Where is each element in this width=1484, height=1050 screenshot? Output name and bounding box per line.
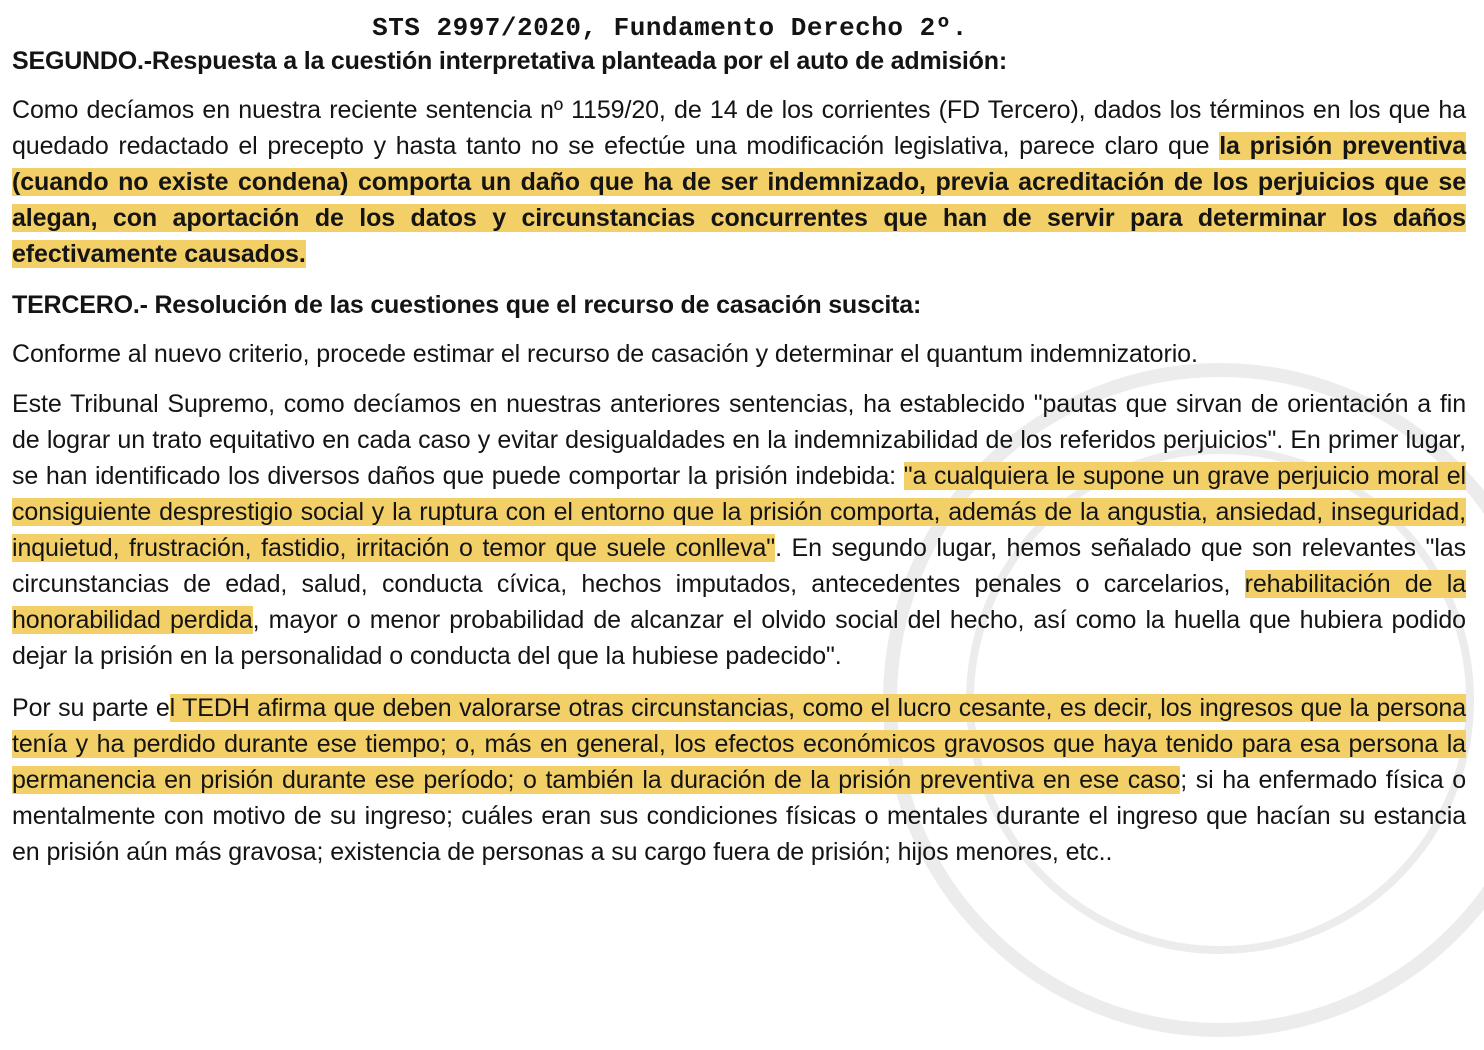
paragraph-text: Este Tribunal Supremo, como decíamos en nuestras anteriores sentencias, ha establecido "pautas que sirvan de orientación a fin de lograr un trato equitativo en cada caso y evitar desigualdades en la indemnizabilidad de los referidos perjuicios". En primer lugar, se han identificado los diversos daños que puede comportar la prisión indebida: [12, 390, 1466, 490]
section-heading-segundo: SEGUNDO.-Respuesta a la cuestión interpretativa planteada por el auto de admisión: [12, 47, 1007, 75]
paragraph-segundo [12, 92, 1466, 272]
section-heading-tercero: TERCERO.- Resolución de las cuestiones que el recurso de casación suscita: [12, 291, 922, 319]
document-body [12, 44, 1466, 870]
paragraph-conforme: Conforme al nuevo criterio, procede estimar el recurso de casación y determinar el quantum indemnizatorio. [12, 340, 1198, 368]
highlighted-text: l TEDH afirma que deben valorarse otras circunstancias, como el lucro cesante, es decir, los ingresos que la persona tenía y ha perdido durante ese tiempo; o, más en general, los efectos económicos gravosos que haya tenido para esa persona la permanencia en prisión durante ese período; o también la duración de la prisión preventiva en ese caso [12, 694, 1466, 794]
highlighted-text: la prisión preventiva (cuando no existe condena) comporta un daño que ha de ser indemnizado, previa acreditación de los perjuicios que se alegan, con aportación de los datos y circunstancias concurrentes que han de servir para determinar los daños efectivamente causados. [12, 132, 1467, 268]
highlighted-text: "a cualquiera le supone un grave perjuicio moral el consiguiente desprestigio social y la ruptura con el entorno que la prisión comporta, además de la angustia, ansiedad, inseguridad, inquietud, frustración, fastidio, irritación o temor que suele conlleva" [12, 462, 1466, 562]
spacer [12, 674, 1466, 690]
document-title: STS 2997/2020, Fundamento Derecho 2º. [372, 13, 968, 43]
highlighted-text: rehabilitación de la honorabilidad perdida [12, 570, 1466, 634]
paragraph-text: Como decíamos en nuestra reciente sentencia nº 1159/20, de 14 de los corrientes (FD Tercero), dados los términos en los que ha quedado redactado el precepto y hasta tanto no se efectúe una modificación legislativa, parece claro que [12, 96, 1466, 160]
paragraph-text: Por su parte e [12, 694, 170, 722]
spacer [12, 272, 1466, 288]
paragraph-tedh [12, 690, 1466, 870]
paragraph-text: . En segundo lugar, hemos señalado que son relevantes "las circunstancias de edad, salud, conducta cívica, hechos imputados, antecedentes penales o carcelarios, [12, 534, 1466, 598]
spacer [12, 322, 1466, 336]
paragraph-text: ; si ha enfermado física o mentalmente con motivo de su ingreso; cuáles eran sus condiciones físicas o mentales durante el ingreso que hacían su estancia en prisión aún más gravosa; existencia de personas a su cargo fuera de prisión; hijos menores, etc.. [12, 766, 1466, 866]
spacer [12, 78, 1466, 92]
paragraph-tribunal-supremo [12, 386, 1466, 674]
paragraph-text: , mayor o menor probabilidad de alcanzar el olvido social del hecho, así como la huella que hubiera podido dejar la prisión en la personalidad o conducta del que la hubiese padecido". [12, 606, 1466, 670]
